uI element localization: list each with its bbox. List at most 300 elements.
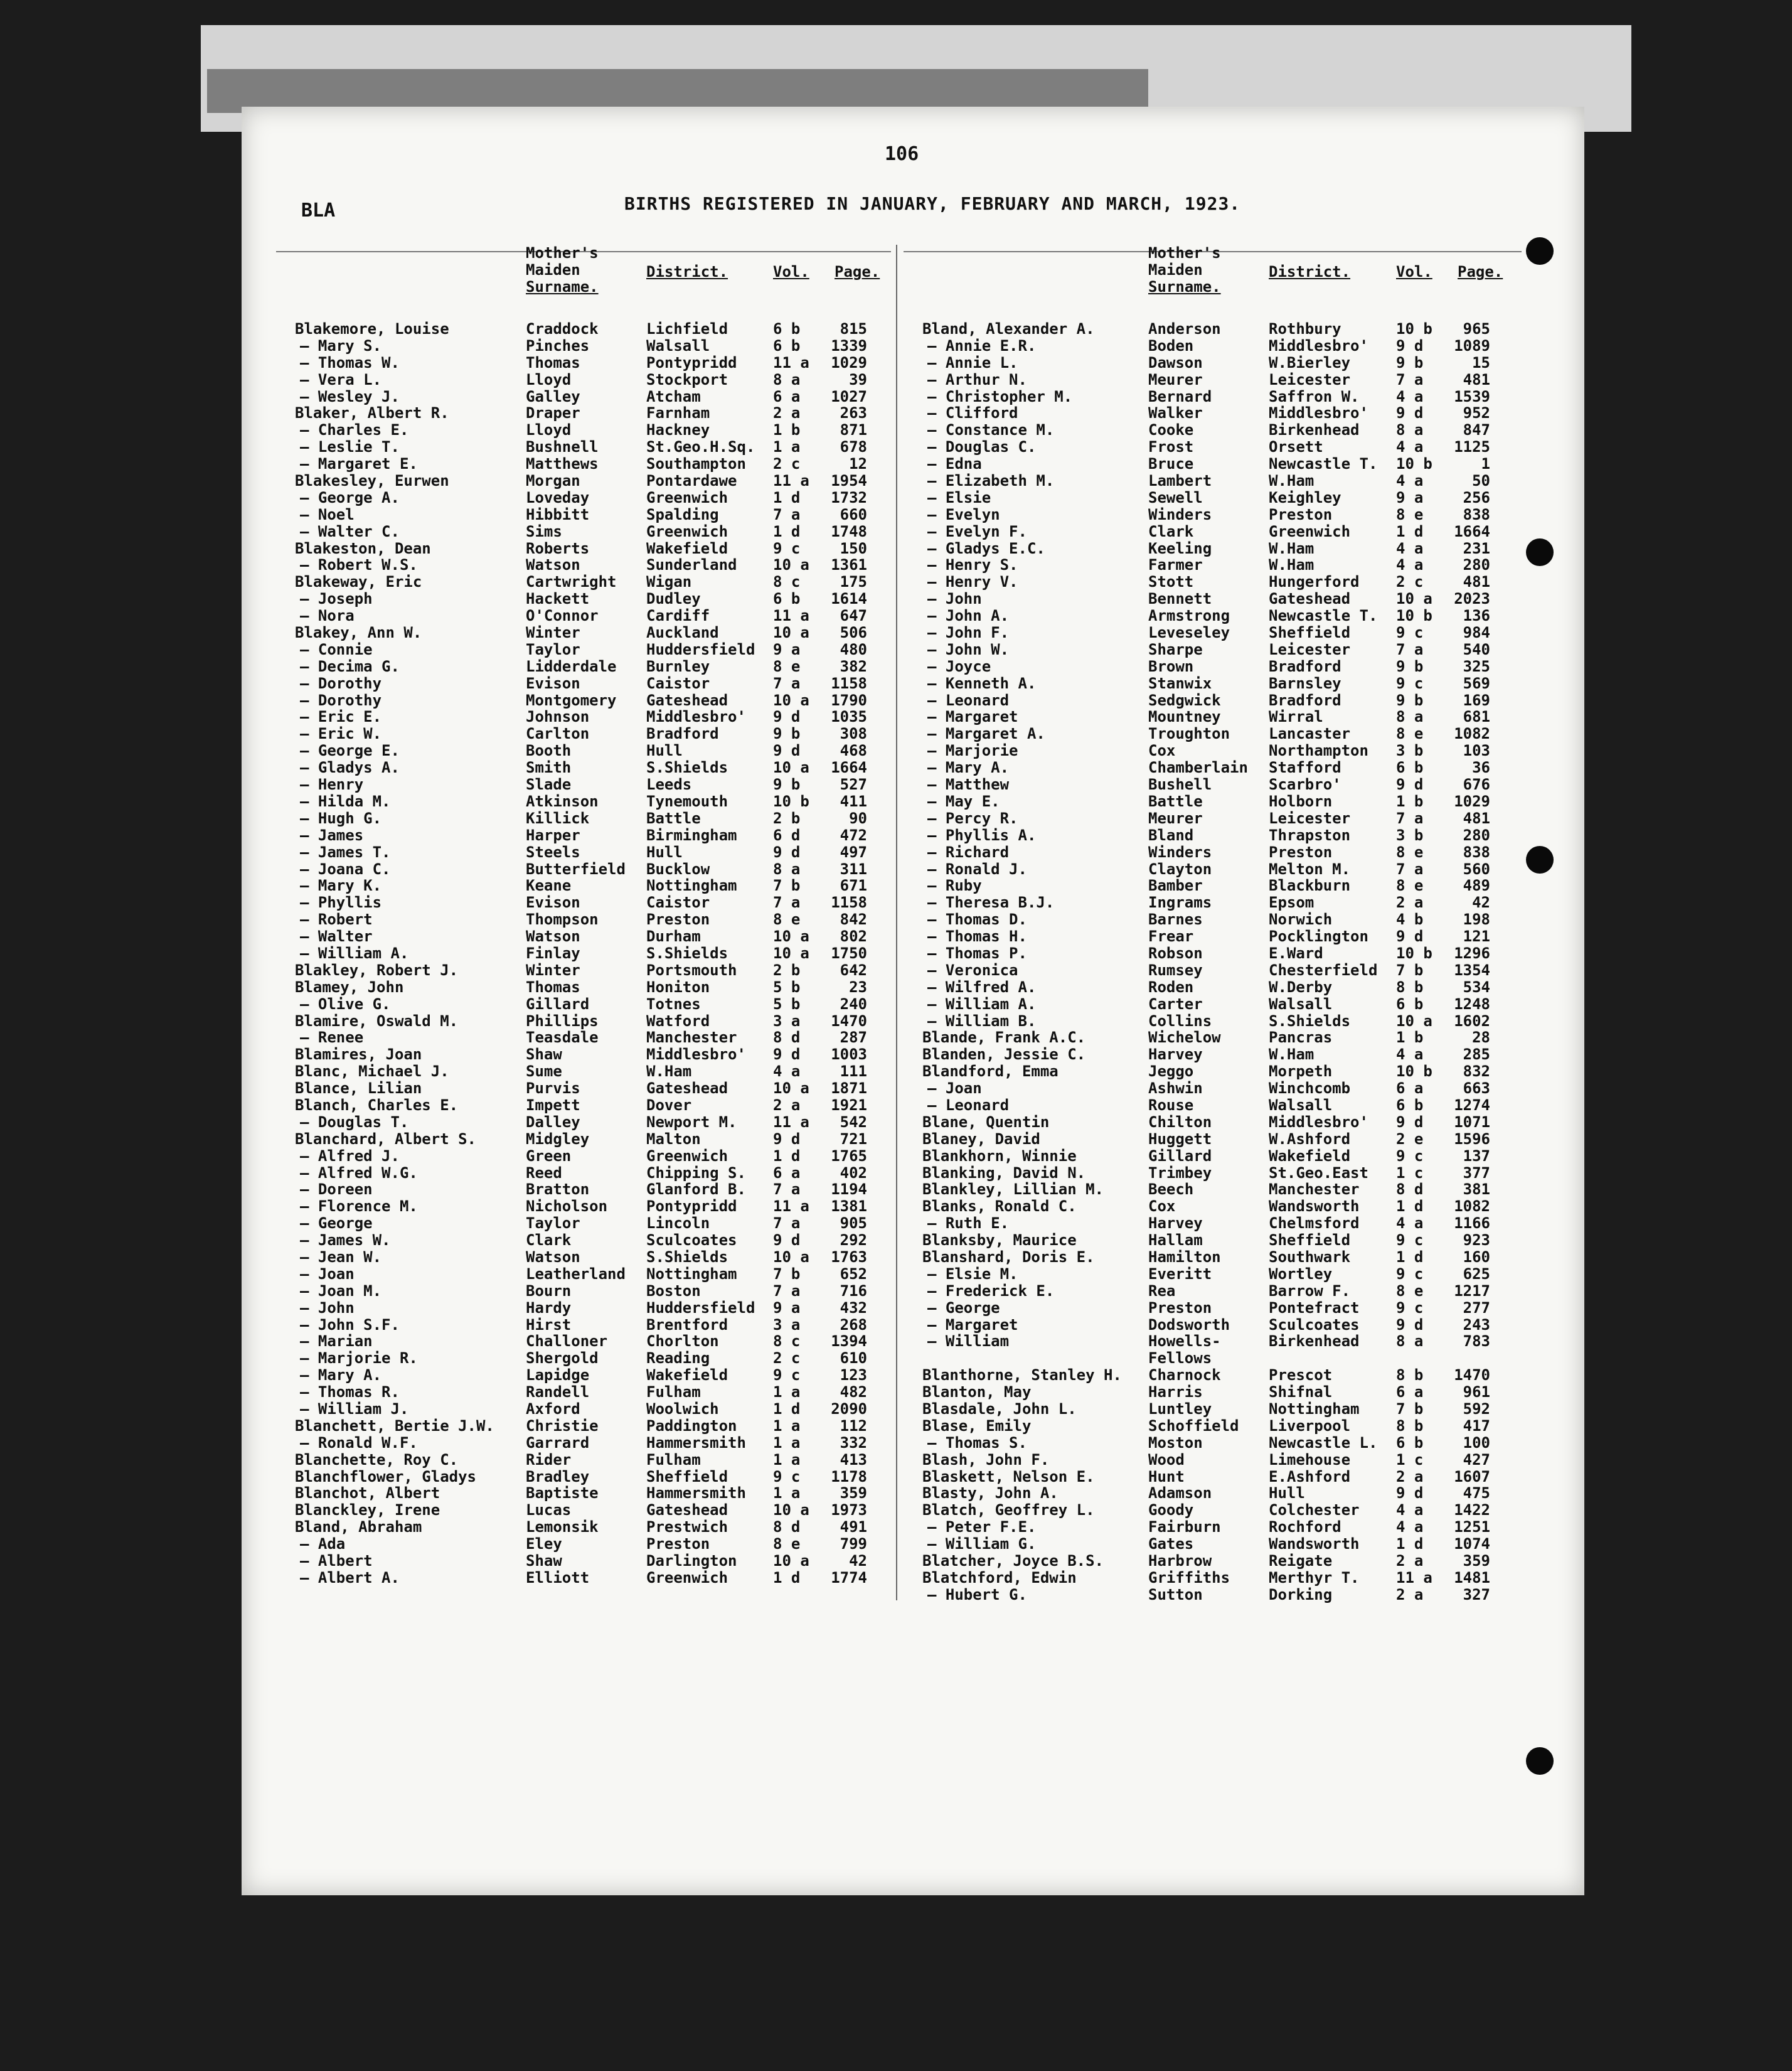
entry-vol: 1 b (1396, 1029, 1424, 1047)
entry-page: 285 (1463, 1046, 1490, 1064)
maiden-header-line1: Mother's (1148, 244, 1221, 262)
entry-name: Blane, Quentin (922, 1113, 1050, 1131)
entry-district: Blackburn (1269, 877, 1351, 895)
entry-page: 42 (1472, 894, 1490, 912)
entry-maiden-surname: Cox (1148, 742, 1176, 760)
entry-page: 1361 (831, 556, 867, 574)
entry-name: — Thomas H. (927, 928, 1027, 946)
entry-district: Reigate (1269, 1552, 1333, 1570)
entry-name: — Wesley J. (300, 387, 400, 405)
entry-maiden-surname: Rea (1148, 1282, 1176, 1300)
entry-maiden-surname: Keane (526, 877, 572, 895)
entry-page: 1614 (831, 590, 867, 608)
entry-vol: 8 e (773, 911, 801, 929)
entry-vol: 3 b (1396, 742, 1424, 760)
entry-maiden-surname: Rider (526, 1450, 572, 1469)
entry-vol: 1 a (773, 438, 801, 456)
entry-name: — Evelyn (927, 505, 1000, 523)
entry-district: S.Shields (646, 944, 728, 962)
entry-page: 1248 (1454, 995, 1490, 1013)
entry-district: Tynemouth (646, 792, 728, 810)
entry-page: 540 (1463, 640, 1490, 658)
entry-vol: 10 a (773, 1552, 809, 1570)
entry-page: 1381 (831, 1197, 867, 1216)
entry-district: St.Geo.H.Sq. (646, 438, 755, 456)
entry-district: Farnham (646, 404, 710, 422)
entry-name: — William A. (300, 944, 409, 962)
entry-district: Pontypridd (646, 353, 737, 372)
entry-maiden-surname: O'Connor (526, 607, 599, 625)
entry-district: Sheffield (1269, 624, 1351, 642)
entry-district: Wirral (1269, 708, 1323, 726)
entry-name: Blanksby, Maurice (922, 1231, 1077, 1250)
entry-page: 382 (840, 657, 867, 675)
entry-maiden-surname: Elliott (526, 1568, 590, 1587)
entry-maiden-surname: Dalley (526, 1113, 580, 1131)
maiden-header-line3: Surname. (526, 278, 599, 296)
entry-district: Melton M. (1269, 860, 1351, 878)
entry-vol: 10 a (773, 759, 809, 777)
entry-maiden-surname: Meurer (1148, 809, 1203, 827)
entry-maiden-surname: Shergold (526, 1349, 599, 1367)
entry-vol: 9 d (773, 708, 801, 726)
entry-maiden-surname: Christie (526, 1416, 599, 1435)
entry-vol: 1 a (773, 1433, 801, 1452)
entry-vol: 9 c (773, 1467, 801, 1485)
entry-maiden-surname: Hibbitt (526, 505, 590, 523)
entry-name: — Peter F.E. (927, 1518, 1037, 1536)
entry-vol: 4 a (1396, 556, 1424, 574)
entry-page: 1166 (1454, 1214, 1490, 1233)
entry-district: Hungerford (1269, 573, 1360, 591)
entry-vol: 7 a (773, 505, 801, 523)
entry-district: Thrapston (1269, 826, 1351, 844)
entry-page: 1296 (1454, 944, 1490, 962)
entry-vol: 6 a (1396, 1383, 1424, 1401)
entry-name: — Percy R. (927, 809, 1018, 827)
entry-page: 1664 (831, 759, 867, 777)
entry-vol: 7 a (773, 674, 801, 692)
entry-vol: 10 a (773, 944, 809, 962)
entry-district: Sculcoates (1269, 1315, 1360, 1334)
maiden-header-line3: Surname. (1148, 278, 1221, 296)
entry-maiden-surname: Hunt (1148, 1467, 1185, 1485)
entry-page: 137 (1463, 1147, 1490, 1165)
entry-district: Gateshead (1269, 590, 1351, 608)
entry-name: — Olive G. (300, 995, 391, 1013)
entry-vol: 8 a (1396, 1332, 1424, 1351)
entry-district: Hammersmith (646, 1433, 746, 1452)
entry-page: 432 (840, 1298, 867, 1317)
entry-page: 292 (840, 1231, 867, 1250)
entry-vol: 9 d (773, 1046, 801, 1064)
entry-page: 832 (1463, 1062, 1490, 1081)
entry-page: 560 (1463, 860, 1490, 878)
entry-maiden-surname: Gates (1148, 1535, 1194, 1553)
entry-name: — Mary S. (300, 336, 382, 355)
entry-vol: 6 b (773, 320, 801, 338)
entry-district: Watford (646, 1012, 710, 1030)
entry-page: 243 (1463, 1315, 1490, 1334)
page-title: BIRTHS REGISTERED IN JANUARY, FEBRUARY AND MARCH, 1923. (624, 193, 1241, 214)
entry-name: — Joan (300, 1265, 355, 1283)
entry-district: Cardiff (646, 607, 710, 625)
entry-district: Spalding (646, 505, 719, 523)
entry-district: Pontefract (1269, 1298, 1360, 1317)
entry-vol: 11 a (773, 607, 809, 625)
entry-district: Lichfield (646, 320, 728, 338)
entry-vol: 6 d (773, 826, 801, 844)
entry-page: 1158 (831, 894, 867, 912)
entry-name: Blaker, Albert R. (295, 404, 449, 422)
entry-name: Blamires, Joan (295, 1046, 422, 1064)
entry-page: 1029 (1454, 792, 1490, 810)
entry-vol: 9 c (1396, 674, 1424, 692)
entry-name: Blase, Emily (922, 1416, 1032, 1435)
entry-name: Blanchard, Albert S. (295, 1130, 476, 1148)
entry-maiden-surname: Hardy (526, 1298, 572, 1317)
entry-vol: 1 c (1396, 1450, 1424, 1469)
entry-name: — Arthur N. (927, 370, 1027, 388)
entry-page: 277 (1463, 1298, 1490, 1317)
entry-name: — Alfred J. (300, 1147, 400, 1165)
entry-vol: 9 b (773, 776, 801, 794)
entry-page: 280 (1463, 826, 1490, 844)
entry-maiden-surname: Harris (1148, 1383, 1203, 1401)
entry-vol: 5 b (773, 995, 801, 1013)
entry-vol: 2 a (1396, 1552, 1424, 1570)
entry-name: — Elsie (927, 488, 991, 506)
maiden-header-line2: Maiden (526, 261, 580, 279)
entry-name: Blasty, John A. (922, 1484, 1059, 1502)
entry-name: — Thomas D. (927, 911, 1027, 929)
entry-name: — Joseph (300, 590, 373, 608)
entry-page: 1539 (1454, 387, 1490, 405)
entry-page: 308 (840, 725, 867, 743)
entry-vol: 10 a (773, 1248, 809, 1266)
entry-maiden-surname: Eley (526, 1535, 562, 1553)
entry-vol: 8 e (1396, 725, 1424, 743)
entry-district: Preston (646, 911, 710, 929)
entry-maiden-surname: Adamson (1148, 1484, 1212, 1502)
entry-vol: 9 c (1396, 624, 1424, 642)
entry-vol: 6 b (1396, 995, 1424, 1013)
entry-name: Blatchford, Edwin (922, 1568, 1077, 1587)
entry-maiden-surname: Watson (526, 928, 580, 946)
entry-page: 1763 (831, 1248, 867, 1266)
entry-vol: 9 c (1396, 1231, 1424, 1250)
entry-page: 815 (840, 320, 867, 338)
entry-vol: 8 d (1396, 1180, 1424, 1199)
entry-maiden-surname: Purvis (526, 1079, 580, 1098)
entry-maiden-surname: Lucas (526, 1501, 572, 1519)
entry-district: Chelmsford (1269, 1214, 1360, 1233)
entry-name: — Joyce (927, 657, 991, 675)
entry-page: 716 (840, 1282, 867, 1300)
entry-name: — William (927, 1332, 1010, 1351)
entry-name: — Doreen (300, 1180, 373, 1199)
entry-maiden-surname: Morgan (526, 472, 580, 490)
entry-maiden-surname: Chilton (1148, 1113, 1212, 1131)
entry-district: Morpeth (1269, 1062, 1333, 1081)
entry-maiden-surname: Nicholson (526, 1197, 608, 1216)
entry-page: 905 (840, 1214, 867, 1233)
entry-vol: 1 d (773, 522, 801, 540)
entry-maiden-surname: Ashwin (1148, 1079, 1203, 1098)
entry-maiden-surname: Goody (1148, 1501, 1194, 1519)
entry-maiden-surname: Winders (1148, 505, 1212, 523)
entry-page: 838 (1463, 843, 1490, 861)
entry-name: Blankhorn, Winnie (922, 1147, 1077, 1165)
entry-page: 1125 (1454, 438, 1490, 456)
entry-page: 647 (840, 607, 867, 625)
entry-maiden-surname: Reed (526, 1164, 562, 1182)
entry-district: Stafford (1269, 759, 1341, 777)
entry-name: — Ruby (927, 877, 982, 895)
entry-name: — Vera L. (300, 370, 382, 388)
entry-maiden-surname: Thompson (526, 911, 599, 929)
entry-district: Reading (646, 1349, 710, 1367)
entry-maiden-surname: Armstrong (1148, 607, 1230, 625)
entry-page: 1422 (1454, 1501, 1490, 1519)
entry-district: Boston (646, 1282, 701, 1300)
entry-maiden-surname: Leveseley (1148, 624, 1230, 642)
entry-name: Blanking, David N. (922, 1164, 1086, 1182)
entry-name: — Florence M. (300, 1197, 418, 1216)
entry-name: — Ronald W.F. (300, 1433, 418, 1452)
entry-district: Woolwich (646, 1400, 719, 1418)
entry-vol: 1 d (1396, 1197, 1424, 1216)
entry-vol: 7 b (773, 1265, 801, 1283)
entry-district: Fulham (646, 1383, 701, 1401)
entry-page: 1481 (1454, 1568, 1490, 1587)
entry-name: Blamire, Oswald M. (295, 1012, 459, 1030)
entry-name: — Margaret E. (300, 455, 418, 473)
entry-district: Fulham (646, 1450, 701, 1469)
entry-name: — Decima G. (300, 657, 400, 675)
entry-vol: 10 b (1396, 944, 1432, 962)
entry-maiden-surname: Bernard (1148, 387, 1212, 405)
entry-page: 103 (1463, 742, 1490, 760)
entry-vol: 7 a (773, 1180, 801, 1199)
entry-maiden-surname: Beech (1148, 1180, 1194, 1199)
entry-district: S.Shields (1269, 1012, 1351, 1030)
entry-district: Honiton (646, 978, 710, 996)
entry-maiden-surname: Phillips (526, 1012, 599, 1030)
entry-page: 121 (1463, 928, 1490, 946)
entry-page: 413 (840, 1450, 867, 1469)
entry-name: Blakemore, Louise (295, 320, 449, 338)
entry-district: Leicester (1269, 640, 1351, 658)
entry-district: Middlesbro' (646, 708, 746, 726)
entry-vol: 2 a (773, 404, 801, 422)
entry-maiden-surname: Boden (1148, 336, 1194, 355)
entry-page: 287 (840, 1029, 867, 1047)
entry-page: 642 (840, 961, 867, 979)
entry-name: Blakley, Robert J. (295, 961, 459, 979)
entry-name: — William G. (927, 1535, 1037, 1553)
entry-district: Wortley (1269, 1265, 1333, 1283)
entry-vol: 10 a (773, 556, 809, 574)
entry-maiden-surname: Booth (526, 742, 572, 760)
entry-vol: 11 a (773, 1113, 809, 1131)
entry-district: Malton (646, 1130, 701, 1148)
entry-maiden-surname: Randell (526, 1383, 590, 1401)
entry-vol: 8 e (1396, 843, 1424, 861)
entry-page: 112 (840, 1416, 867, 1435)
entry-name: — George E. (300, 742, 400, 760)
entry-vol: 8 a (773, 370, 801, 388)
entry-maiden-surname: Loveday (526, 488, 590, 506)
entry-page: 676 (1463, 776, 1490, 794)
entry-vol: 2 e (1396, 1130, 1424, 1148)
entry-page: 1158 (831, 674, 867, 692)
entry-name: — Margaret A. (927, 725, 1045, 743)
entry-maiden-surname: Taylor (526, 640, 580, 658)
entry-district: Newcastle T. (1269, 455, 1378, 473)
entry-maiden-surname: Dodsworth (1148, 1315, 1230, 1334)
entry-district: Leicester (1269, 809, 1351, 827)
entry-name: Blanshard, Doris E. (922, 1248, 1095, 1266)
entry-district: Chorlton (646, 1332, 719, 1351)
entry-maiden-surname: Shaw (526, 1046, 562, 1064)
entry-page: 952 (1463, 404, 1490, 422)
entry-name: Blakeway, Eric (295, 573, 422, 591)
entry-district: E.Ashford (1269, 1467, 1351, 1485)
entry-page: 1607 (1454, 1467, 1490, 1485)
entry-name: — May E. (927, 792, 1000, 810)
entry-name: Blanks, Ronald C. (922, 1197, 1077, 1216)
entry-district: Manchester (1269, 1180, 1360, 1199)
entry-maiden-surname: Harvey (1148, 1214, 1203, 1233)
entry-name: Blakeston, Dean (295, 539, 431, 557)
entry-district: W.Derby (1269, 978, 1333, 996)
entry-name: — Ronald J. (927, 860, 1027, 878)
entry-district: Hammersmith (646, 1484, 746, 1502)
entry-page: 111 (840, 1062, 867, 1081)
entry-page: 965 (1463, 320, 1490, 338)
entry-district: Bradford (646, 725, 719, 743)
entry-vol: 1 b (1396, 792, 1424, 810)
entry-vol: 10 a (773, 691, 809, 709)
entry-vol: 10 b (1396, 607, 1432, 625)
entry-name: — Margaret (927, 1315, 1018, 1334)
entry-vol: 7 a (773, 894, 801, 912)
entry-name: Blankley, Lillian M. (922, 1180, 1104, 1199)
entry-vol: 6 b (1396, 1433, 1424, 1452)
entry-maiden-surname: Roberts (526, 539, 590, 557)
entry-district: Caistor (646, 894, 710, 912)
entry-district: Hackney (646, 421, 710, 439)
entry-district: Leeds (646, 776, 692, 794)
entry-vol: 6 b (1396, 759, 1424, 777)
entry-page: 481 (1463, 573, 1490, 591)
page-header: Page. (1458, 263, 1503, 281)
entry-maiden-surname: Hackett (526, 590, 590, 608)
entry-maiden-surname: Clark (1148, 522, 1194, 540)
page-number: 106 (885, 143, 919, 165)
entry-maiden-surname: Sharpe (1148, 640, 1203, 658)
entry-vol: 4 a (1396, 472, 1424, 490)
entry-name: Blakesley, Eurwen (295, 472, 449, 490)
entry-page: 681 (1463, 708, 1490, 726)
entry-name: Bland, Alexander A. (922, 320, 1095, 338)
entry-page: 90 (849, 809, 867, 827)
entry-maiden-surname: Challoner (526, 1332, 608, 1351)
entry-vol: 7 a (1396, 860, 1424, 878)
entry-vol: 2 a (1396, 1467, 1424, 1485)
entry-page: 542 (840, 1113, 867, 1131)
entry-vol: 4 b (1396, 911, 1424, 929)
entry-vol: 9 c (1396, 1298, 1424, 1317)
entry-maiden-surname: Taylor (526, 1214, 580, 1233)
entry-page: 660 (840, 505, 867, 523)
entry-name: — Edna (927, 455, 982, 473)
entry-maiden-surname: Walker (1148, 404, 1203, 422)
entry-maiden-surname: Bushell (1148, 776, 1212, 794)
entry-name: — Douglas T. (300, 1113, 409, 1131)
entry-maiden-surname: Carlton (526, 725, 590, 743)
entry-name: Blatcher, Joyce B.S. (922, 1552, 1104, 1570)
entry-maiden-surname: Sedgwick (1148, 691, 1221, 709)
entry-page: 1003 (831, 1046, 867, 1064)
entry-district: Atcham (646, 387, 701, 405)
entry-page: 39 (849, 370, 867, 388)
entry-maiden-surname: Shaw (526, 1552, 562, 1570)
entry-page: 381 (1463, 1180, 1490, 1199)
entry-name: — John F. (927, 624, 1010, 642)
entry-page: 1029 (831, 353, 867, 372)
entry-name: Blanchette, Roy C. (295, 1450, 459, 1469)
entry-vol: 1 d (1396, 522, 1424, 540)
entry-maiden-surname: Green (526, 1147, 572, 1165)
entry-vol: 4 a (1396, 438, 1424, 456)
entry-vol: 8 e (1396, 877, 1424, 895)
entry-name: — Albert (300, 1552, 373, 1570)
entry-page: 1973 (831, 1501, 867, 1519)
entry-name: — Thomas S. (927, 1433, 1027, 1452)
entry-maiden-surname: Rouse (1148, 1096, 1194, 1114)
entry-maiden-surname: Atkinson (526, 792, 599, 810)
entry-name: — John W. (927, 640, 1010, 658)
entry-maiden-surname: Roden (1148, 978, 1194, 996)
entry-name: — James T. (300, 843, 391, 861)
entry-name: — Henry S. (927, 556, 1018, 574)
entry-maiden-surname: Carter (1148, 995, 1203, 1013)
entry-maiden-surname: Troughton (1148, 725, 1230, 743)
entry-maiden-surname: Wichelow (1148, 1029, 1221, 1047)
entry-district: Prescot (1269, 1366, 1333, 1384)
entry-page: 15 (1472, 353, 1490, 372)
entry-page: 1251 (1454, 1518, 1490, 1536)
entry-maiden-surname: Winter (526, 961, 580, 979)
entry-name: — Robert (300, 911, 373, 929)
entry-maiden-surname: Slade (526, 776, 572, 794)
entry-page: 842 (840, 911, 867, 929)
entry-name: — Phyllis A. (927, 826, 1037, 844)
entry-name: — Matthew (927, 776, 1010, 794)
entry-district: Walsall (646, 336, 710, 355)
entry-page: 1774 (831, 1568, 867, 1587)
entry-vol: 2 c (773, 1349, 801, 1367)
entry-maiden-surname: Watson (526, 1248, 580, 1266)
entry-name: — William A. (927, 995, 1037, 1013)
entry-name: — Alfred W.G. (300, 1164, 418, 1182)
entry-district: Glanford B. (646, 1180, 746, 1199)
entry-vol: 6 b (773, 336, 801, 355)
entry-maiden-surname: Butterfield (526, 860, 626, 878)
entry-vol: 9 a (773, 1298, 801, 1317)
